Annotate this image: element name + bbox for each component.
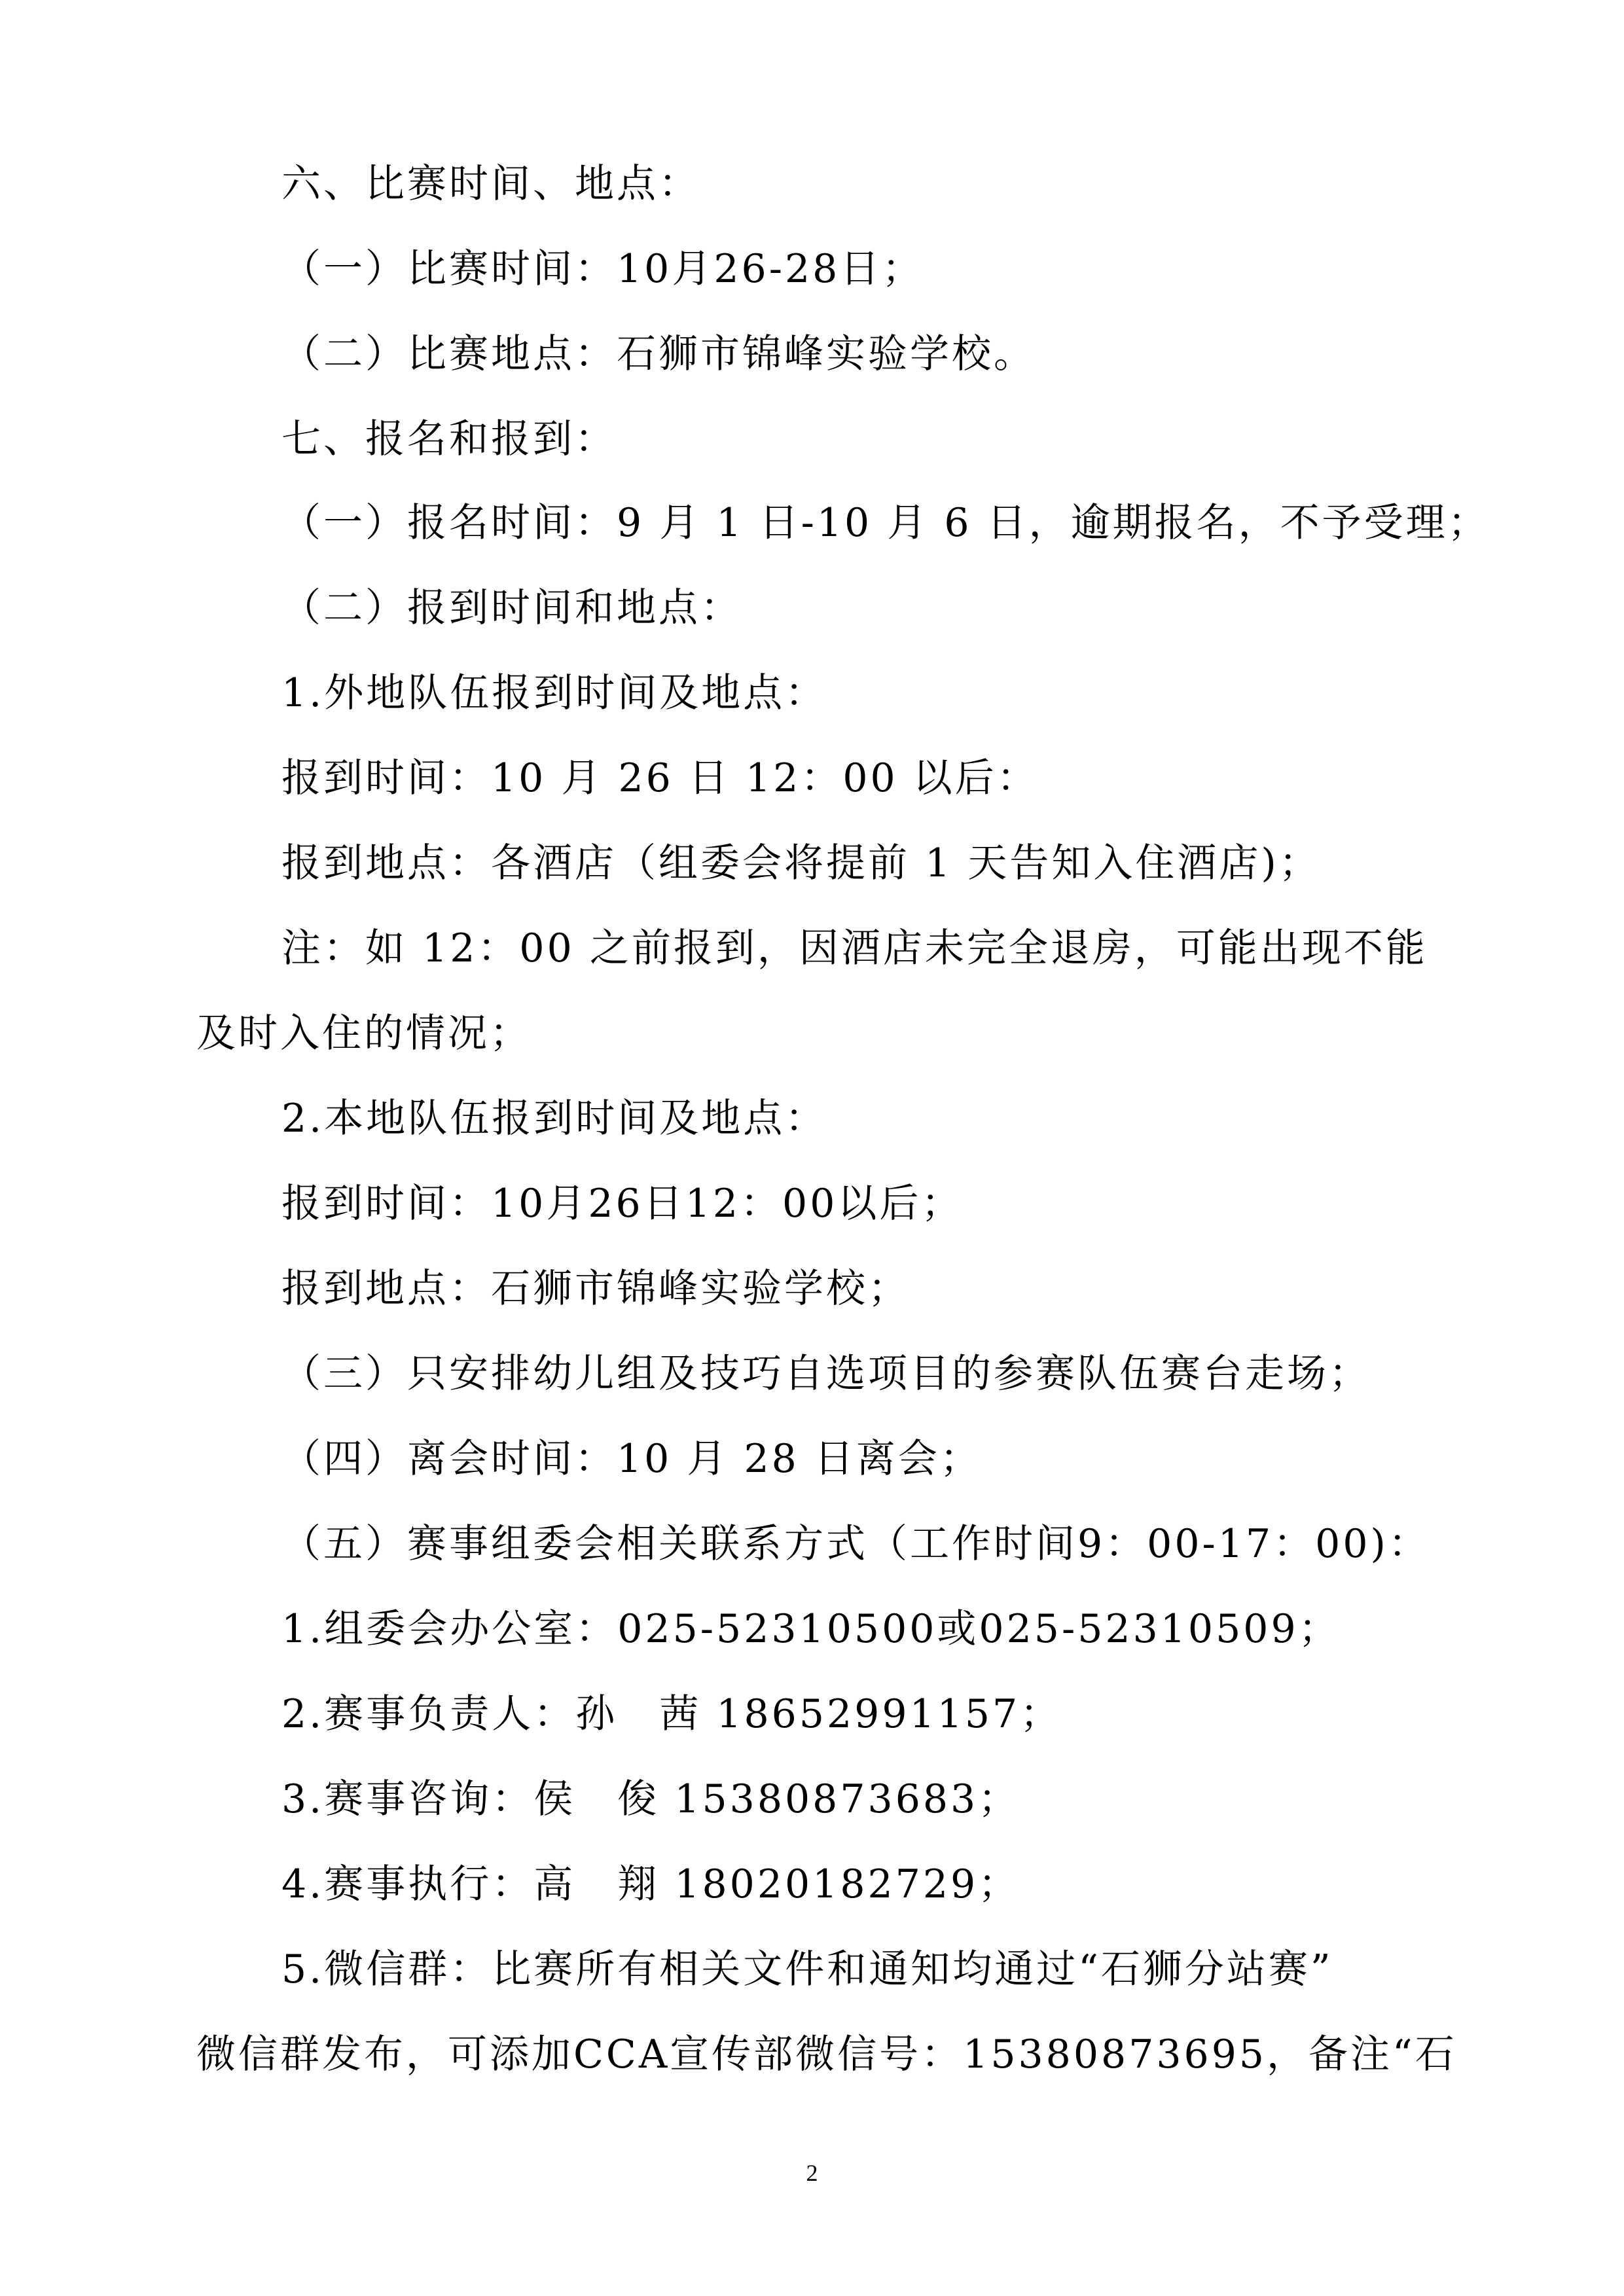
note-line-2: 及时入住的情况； <box>196 1011 532 1056</box>
wechat-group-line-1: 5.微信群：比赛所有相关文件和通知均通过“石狮分站赛” <box>281 1946 1333 1992</box>
page-number: 2 <box>806 2160 818 2186</box>
out-of-town-teams-heading: 1.外地队伍报到时间及地点： <box>281 670 827 716</box>
wechat-group-line-2: 微信群发布，可添加CCA宣传部微信号：15380873695，备注“石 <box>196 2032 1457 2077</box>
section-6-heading: 六、比赛时间、地点： <box>281 161 700 207</box>
contact-office: 1.组委会办公室：025-52310500或025-52310509； <box>281 1606 1341 1652</box>
local-teams-heading: 2.本地队伍报到时间及地点： <box>281 1096 827 1141</box>
departure-time: （四）离会时间：10 月 28 日离会； <box>281 1436 982 1482</box>
out-of-town-checkin-time: 报到时间：10 月 26 日 12：00 以后： <box>281 755 1039 801</box>
checkin-heading: （二）报到时间和地点： <box>281 585 742 631</box>
note-line-1: 注：如 12：00 之前报到，因酒店未完全退房，可能出现不能 <box>281 925 1428 971</box>
local-checkin-time: 报到时间：10月26日12：00以后； <box>281 1181 964 1227</box>
competition-time: （一）比赛时间：10月26-28日； <box>281 246 924 292</box>
contact-lead: 2.赛事负责人：孙 茜 18652991157； <box>281 1691 1062 1737</box>
competition-venue: （二）比赛地点：石狮市锦峰实验学校。 <box>281 331 1036 377</box>
contact-execution: 4.赛事执行：高 翔 18020182729； <box>281 1861 1020 1907</box>
section-7-heading: 七、报名和报到： <box>281 416 617 462</box>
registration-time: （一）报名时间：9 月 1 日-10 月 6 日，逾期报名，不予受理； <box>281 500 1490 546</box>
contact-heading: （五）赛事组委会相关联系方式（工作时间9：00-17：00)： <box>281 1521 1430 1567</box>
stage-walkthrough: （三）只安排幼儿组及技巧自选项目的参赛队伍赛台走场； <box>281 1351 1371 1397</box>
local-checkin-place: 报到地点：石狮市锦峰实验学校； <box>281 1266 910 1312</box>
out-of-town-checkin-place: 报到地点：各酒店（组委会将提前 1 天告知入住酒店)； <box>281 840 1321 886</box>
contact-inquiry: 3.赛事咨询：侯 俊 15380873683； <box>281 1776 1020 1822</box>
